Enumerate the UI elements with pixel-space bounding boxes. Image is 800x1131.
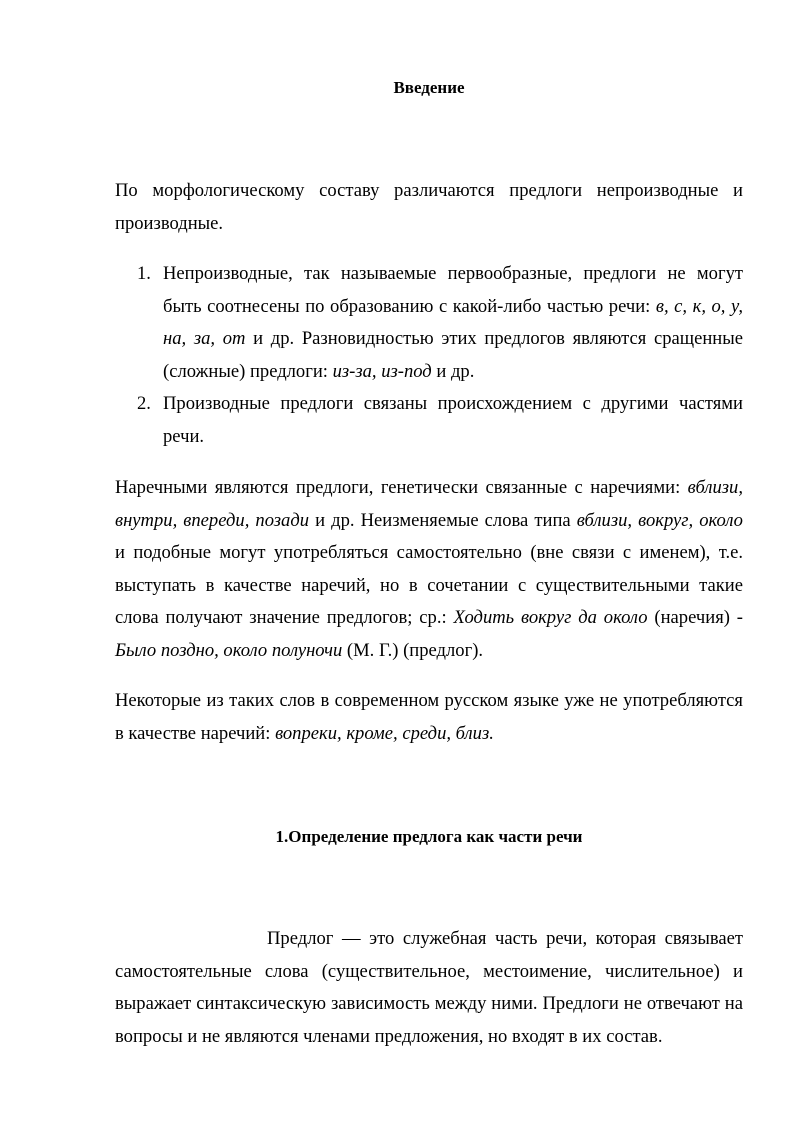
list-item-text <box>163 393 743 447</box>
list-item-text <box>163 263 743 382</box>
list-item-derived <box>115 388 743 453</box>
text-segment: и др. Разновидностью этих предлогов являются сращенные (сложные) предлоги: <box>163 328 744 382</box>
some-words-paragraph <box>115 685 743 750</box>
text-segment: Некоторые из таких слов в современном русском языке уже не употребляются в качестве наречий: <box>115 690 743 744</box>
text-segment: Наречными являются предлоги, генетически связанные с наречиями: <box>115 477 688 498</box>
text-segment: (наречия) - <box>647 607 743 628</box>
intro-paragraph: По морфологическому составу различаются предлоги непроизводные и производные. <box>115 180 743 234</box>
italic-example-text: Было поздно, около полуночи <box>115 639 343 661</box>
text-segment: и подобные могут употребляться самостоятельно (вне связи с именем), т.е. выступать в качестве наречий, но в сочетании с существительными такие слова получают значение предлогов; ср.: <box>115 542 743 628</box>
italic-example-text: вблизи, вокруг, около <box>576 509 743 531</box>
text-segment: и др. Неизменяемые слова типа <box>309 509 577 531</box>
definition-text: Предлог — это служебная часть речи, которая связывает самостоятельные слова (существительное, местоимение, числительное) и выражает синтаксическую зависимость между ними. Предлоги не отвечают на вопросы и не являются членами предложения, но входят в их состав. <box>115 928 743 1047</box>
italic-example-text: в, с, к, о, у, на, за, от <box>163 295 743 349</box>
definition-paragraph <box>115 923 743 1053</box>
italic-example-text: вблизи, внутри, впереди, позади <box>115 477 743 531</box>
list-item-nonderived <box>115 258 743 388</box>
intro-heading: Введение <box>393 78 465 97</box>
italic-example-text: из-за, из-под <box>332 360 432 382</box>
text-segment: Непроизводные, так называемые первообразные, предлоги не могут быть соотнесены по образованию с какой-либо частью речи: <box>163 263 743 317</box>
text-segment: Производные предлоги связаны происхождением с другими частями речи. <box>163 393 743 447</box>
text-segment: и др. <box>431 360 475 382</box>
adverb-paragraph <box>115 472 743 667</box>
list-number: 1. <box>137 263 151 284</box>
preposition-types-list <box>115 258 743 453</box>
section-heading: 1.Определение предлога как части речи <box>275 827 583 846</box>
text-segment: (М. Г.) (предлог). <box>342 639 484 661</box>
italic-example-text: Ходить вокруг да около <box>453 607 648 628</box>
italic-example-text: вопреки, кроме, среди, близ. <box>275 722 494 744</box>
list-number: 2. <box>137 393 151 414</box>
